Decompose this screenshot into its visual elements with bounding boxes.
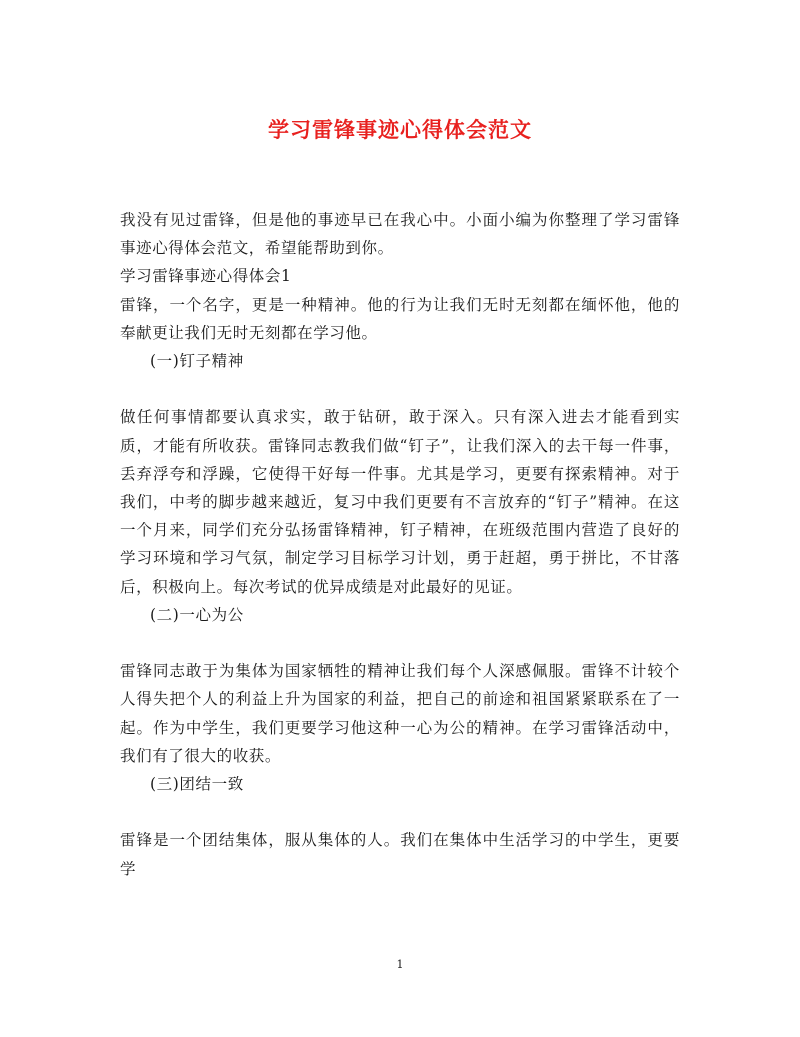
heading-selfless: (二)一心为公 (150, 605, 244, 624)
paragraph-4: 雷锋是一个团结集体，服从集体的人。我们在集体中生活学习的中学生，更要学 (120, 831, 680, 878)
spacer (120, 629, 680, 657)
paragraph-1: 雷锋，一个名字，更是一种精神。他的行为让我们无时无刻都在缅怀他，他的奉献更让我们无时无刻都在学习他。 (120, 295, 680, 342)
paragraph-3: 雷锋同志敢于为集体为国家牺牲的精神让我们每个人深感佩服。雷锋不计较个人得失把个人的利益上升为国家的利益，把自己的前途和祖国紧紧联系在了一起。作为中学生，我们更要学习他这种一心为公的精神。在学习雷锋活动中，我们有了很大的收获。 (120, 662, 680, 765)
document-title: 学习雷锋事迹心得体会范文 (268, 117, 532, 142)
intro-paragraph: 我没有见过雷锋，但是他的事迹早已在我心中。小面小编为你整理了学习雷锋事迹心得体会范文，希望能帮助到你。 (120, 211, 680, 258)
spacer (120, 375, 680, 403)
page-number: 1 (396, 958, 404, 971)
paragraph-2: 做任何事情都要认真求实，敢于钻研，敢于深入。只有深入进去才能看到实质，才能有所收获。雷锋同志教我们做“钉子”，让我们深入的去干每一件事，丢弃浮夸和浮躁，它使得干好每一件事。尤其是学习，更要有探索精神。对于我们，中考的脚步越来越近，复习中我们更要有不言放弃的“钉子”精神。在这一个月来，同学们充分弘扬雷锋精神，钉子精神，在班级范围内营造了良好的学习环境和学习气氛，制定学习目标学习计划，勇于赶超，勇于拼比，不甘落后，积极向上。每次考试的优异成绩是对此最好的见证。 (120, 408, 680, 596)
document-body (120, 206, 680, 883)
heading-unity: (三)团结一致 (150, 775, 244, 794)
section-title: 学习雷锋事迹心得体会1 (120, 267, 292, 286)
heading-nail-spirit: (一)钉子精神 (150, 352, 244, 371)
spacer (120, 798, 680, 826)
